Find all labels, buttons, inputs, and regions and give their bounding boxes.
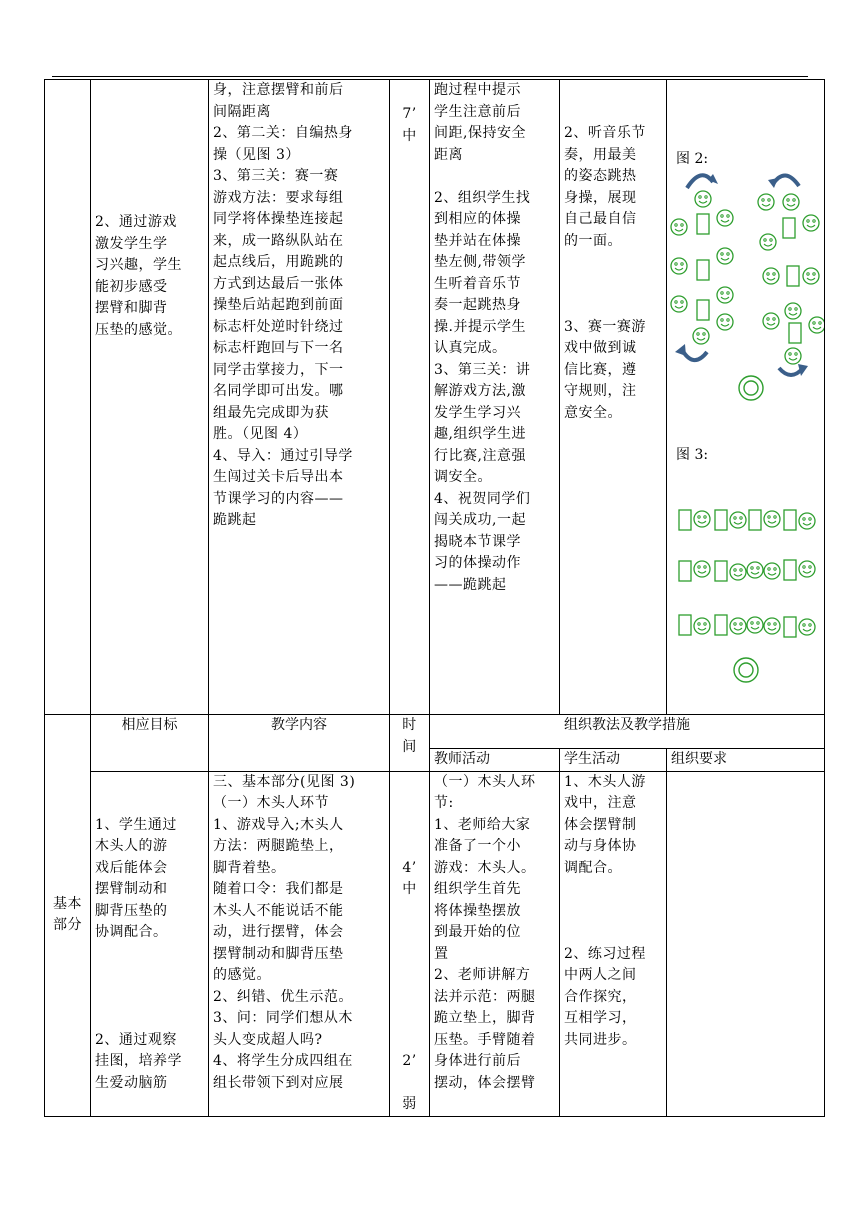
smiley-icon xyxy=(747,617,763,633)
lower-student-text: 1、木头人游 戏中，注意 体会摆臂制 动与身体协 调配合。 2、练习过程 中两人之间 合作探究， 互相学习， 共同进步。 xyxy=(564,773,646,1048)
part-cell-empty xyxy=(45,80,91,715)
smiley-icon xyxy=(809,317,825,333)
smiley-icon xyxy=(717,287,733,303)
header-teacher-text: 教师活动 xyxy=(434,751,490,767)
student-box-icon xyxy=(697,214,709,234)
header-content-text: 教学内容 xyxy=(271,717,327,733)
figure-cell xyxy=(667,80,825,715)
smiley-icon xyxy=(671,219,687,235)
smiley-icon xyxy=(694,561,710,577)
student-box-icon xyxy=(784,617,796,637)
student-box-icon xyxy=(679,510,691,530)
header-time xyxy=(390,715,430,772)
student-box-icon xyxy=(697,300,709,320)
student-box-icon xyxy=(679,561,691,581)
smiley-icon xyxy=(671,258,687,274)
lesson-plan-table xyxy=(44,79,825,1117)
part-label-text: 基本 部分 xyxy=(53,895,82,934)
header-requirement xyxy=(667,749,825,772)
curved-arrow-icon xyxy=(768,178,778,188)
figure-2-label: 图 2: xyxy=(676,151,709,167)
figures-diagram xyxy=(667,80,825,714)
smiley-icon xyxy=(730,512,746,528)
smiley-icon xyxy=(717,248,733,264)
smiley-icon xyxy=(763,268,779,284)
header-method-text: 组织教法及教学措施 xyxy=(564,717,690,733)
curved-arrow-icon xyxy=(687,175,713,188)
figure-3-label: 图 3: xyxy=(676,447,709,463)
curved-arrow-icon xyxy=(798,364,808,376)
target-circle-icon xyxy=(739,376,763,400)
smiley-icon xyxy=(717,314,733,330)
header-requirement-text: 组织要求 xyxy=(671,751,727,767)
lower-teacher-text: （一）木头人环 节: 1、老师给大家 准备了一个小 游戏：木头人。 组织学生首先 将体操垫摆放 到最开始的位 置 2、老师讲解方 法并示范：两腿 跪立垫上，脚背 压垫。手臂随着 身体进行前后 摆动，体会摆臂 xyxy=(434,773,536,1091)
lower-teacher-cell xyxy=(430,771,560,1116)
curved-arrow-icon xyxy=(708,174,718,184)
student-box-icon xyxy=(784,560,796,580)
header-goal xyxy=(91,715,209,772)
smiley-icon xyxy=(785,348,801,364)
student-box-icon xyxy=(784,510,796,530)
student-box-icon xyxy=(783,218,795,238)
smiley-icon xyxy=(799,619,815,635)
student-box-icon xyxy=(715,510,727,530)
header-student xyxy=(560,749,667,772)
smiley-icon xyxy=(803,268,819,284)
lower-student-cell xyxy=(560,771,667,1116)
student-box-icon xyxy=(715,615,727,635)
target-circle-icon xyxy=(734,658,758,682)
header-teacher xyxy=(430,749,560,772)
smiley-icon xyxy=(783,194,799,210)
smiley-icon xyxy=(717,210,733,226)
page-top-rule xyxy=(52,76,808,77)
smiley-icon xyxy=(764,511,780,527)
smiley-icon xyxy=(799,513,815,529)
lower-time-text: 4’ 中 2’ 弱 xyxy=(402,859,417,1112)
student-box-icon xyxy=(789,323,801,343)
lower-content-text: 三、基本部分(见图 3) （一）木头人环节 1、游戏导入;木头人 方法：两腿跪垫上， 脚背着垫。 随着口令：我们都是 木头人不能说话不能 动，进行摆臂，体会 摆臂制动和脚背压垫 的感觉。 2、纠错、优生示范。 3、问：同学们想从木 头人变成超人吗? 4、将学生分成四组在 组长带领下到对应展 xyxy=(213,773,356,1091)
header-row-1 xyxy=(45,715,825,749)
lower-goal-cell xyxy=(91,771,209,1116)
upper-row xyxy=(45,80,825,715)
content-cell xyxy=(209,80,390,715)
student-box-icon xyxy=(787,266,799,286)
student-box-icon xyxy=(697,260,709,280)
lower-time-cell xyxy=(390,771,430,1116)
smiley-icon xyxy=(694,511,710,527)
student-box-icon xyxy=(749,510,761,530)
smiley-icon xyxy=(785,303,801,319)
lower-requirement-cell xyxy=(667,771,825,1116)
header-student-text: 学生活动 xyxy=(564,751,620,767)
lower-goal-text: 1、学生通过 木头人的游 戏后能体会 摆臂制动和 脚背压垫的 协调配合。 2、通过观察 挂图，培养学 生爱动脑筋 xyxy=(95,816,182,1091)
curved-arrow-icon xyxy=(675,344,686,356)
smiley-icon xyxy=(764,563,780,579)
smiley-icon xyxy=(764,618,780,634)
smiley-icon xyxy=(799,561,815,577)
header-time-text: 时 间 xyxy=(402,717,417,755)
student-cell xyxy=(560,80,667,715)
smiley-icon xyxy=(671,296,687,312)
smiley-icon xyxy=(758,194,774,210)
smiley-icon xyxy=(747,562,763,578)
smiley-icon xyxy=(803,215,819,231)
goal-text: 2、通过游戏 激发学生学 习兴趣，学生 能初步感受 摆臂和脚背 压垫的感觉。 xyxy=(95,214,182,338)
content-text: 身，注意摆臂和前后 间隔距离 2、第二关：自编热身 操（见图 3） 3、第三关：赛一赛 游戏方法：要求每组 同学将体操垫连接起 来，成一路纵队站在 起点线后，用跪跳的 方式到达最后一张体 操垫后站起跑到前面 标志杆处逆时针绕过 标志杆跑回与下一名 同学击掌接力，下一 名同学即可出发。哪 组最先完成即为获 胜。（见图 4） 4、导入：通过引导学 生闯过关卡后导出本 节课学习的内容—— 跪跳起 xyxy=(213,82,353,528)
smiley-icon xyxy=(695,191,711,207)
smiley-icon xyxy=(730,618,746,634)
header-method xyxy=(430,715,825,749)
smiley-icon xyxy=(763,313,779,329)
time-cell xyxy=(390,80,430,715)
part-label-cell xyxy=(45,715,91,1117)
smiley-icon xyxy=(694,618,710,634)
smiley-icon xyxy=(730,564,746,580)
student-box-icon xyxy=(679,615,691,635)
teacher-cell xyxy=(430,80,560,715)
time-text: 7’ 中 xyxy=(402,106,417,144)
smiley-icon xyxy=(693,328,709,344)
lower-content-cell xyxy=(209,771,390,1116)
lower-row xyxy=(45,771,825,1116)
student-text: 2、听音乐节 奏，用最美 的姿态跳热 身操，展现 自己最自信 的一面。 3、赛一赛游 戏中做到诚 信比赛，遵 守规则，注 意安全。 xyxy=(564,125,646,421)
smiley-icon xyxy=(760,234,776,250)
teacher-text: 跑过程中提示 学生注意前后 间距,保持安全 距离 2、组织学生找 到相应的体操 垫并站在体操 垫左侧,带领学 生听着音乐节 奏一起跳热身 操.并提示学生 认真完成。 3、第三关：讲 解游戏方法,激 发学生学习兴 趣,组织学生进 行比赛,注意强 调安全。 4、祝贺同学们 闯关成功,一起 揭晓本节课学 习的体操动作 ——跪跳起 xyxy=(434,82,531,593)
header-goal-text: 相应目标 xyxy=(121,717,178,733)
header-content xyxy=(209,715,390,772)
goal-cell xyxy=(91,80,209,715)
student-box-icon xyxy=(715,561,727,581)
